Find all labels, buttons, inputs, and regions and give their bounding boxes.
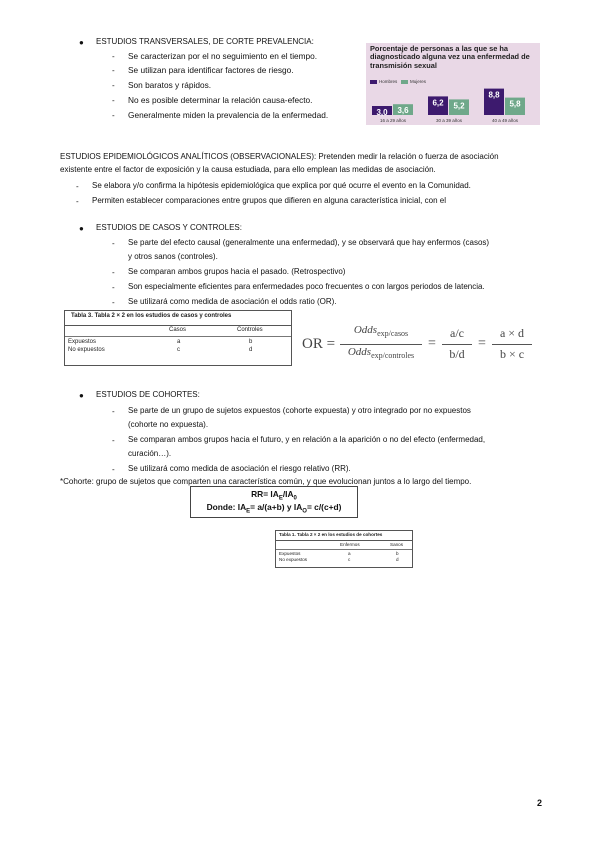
- list-item: Son especialmente eficientes para enfermedades poco frecuentes o con largos periodos de latencia.: [128, 282, 485, 291]
- bullet: ●: [79, 38, 84, 47]
- cohorte-note: *Cohorte: grupo de sujetos que comparten una característica común, y que evolucionan juntos a lo largo del tiempo.: [60, 477, 472, 486]
- section-heading-cohortes: ESTUDIOS DE COHORTES:: [96, 390, 200, 399]
- column-header: Casos: [169, 327, 187, 333]
- dash: -: [112, 81, 115, 90]
- dash: -: [112, 407, 115, 416]
- list-item: Se utilizará como medida de asociación el odds ratio (OR).: [128, 297, 337, 306]
- dash: -: [112, 66, 115, 75]
- list-item: Se comparan ambos grupos hacia el futuro, y en relación a la aparición o no del efecto (enfermedad,: [128, 435, 486, 444]
- legend-label: Mujeres: [410, 79, 427, 84]
- list-item: Se utilizará como medida de asociación el riesgo relativo (RR).: [128, 464, 351, 473]
- rr-formula: $RR= IA_E/IA_0$: [251, 489, 297, 502]
- fraction-bar: [442, 344, 472, 345]
- formula-numerator-3: a × d: [499, 326, 525, 340]
- formula-numerator: Odds$_{exp/casos}$: [353, 324, 409, 339]
- dash: -: [112, 436, 115, 445]
- dash: -: [112, 298, 115, 307]
- column-header: Enfermos: [340, 542, 360, 547]
- formula-denominator: Odds$_{exp/controles}$: [347, 346, 415, 361]
- table-rule: [276, 549, 412, 550]
- cell: a: [177, 339, 181, 345]
- data-label: 5,8: [509, 99, 521, 109]
- cell: a: [348, 551, 351, 556]
- chart-plot: [366, 43, 540, 125]
- bullet: ●: [79, 224, 84, 233]
- dash: -: [112, 52, 115, 61]
- list-item: Se elabora y/o confirma la hipótesis epidemiológica que explica por qué ocurre el evento en la Comunidad.: [92, 181, 471, 190]
- relative-risk-box: [190, 486, 358, 518]
- x-tick-label: 30 a 39 años: [435, 118, 463, 123]
- formula-equals: =: [428, 336, 436, 351]
- table-rule: [65, 325, 291, 326]
- row-label: No expuestos: [279, 557, 308, 562]
- x-tick-label: 40 a 49 años: [491, 118, 519, 123]
- row-label: No expuestos: [68, 347, 105, 353]
- bar-chart: [366, 43, 540, 125]
- list-item: Son baratos y rápidos.: [128, 80, 212, 90]
- data-label: 6,2: [432, 98, 444, 108]
- dash: -: [112, 111, 115, 120]
- formula-denominator-2: b/d: [449, 347, 465, 361]
- list-item: curación…).: [128, 449, 172, 458]
- cell: b: [396, 551, 399, 556]
- odds-ratio-formula: [302, 322, 532, 368]
- cell: c: [177, 347, 180, 353]
- table-title: Tabla 1. Tabla 2 × 2 en los estudios de cohortes: [279, 532, 383, 537]
- dash: -: [112, 96, 115, 105]
- chart-title: Porcentaje de personas a las que se ha diagnosticado alguna vez una enfermedad de transmisión sexual: [370, 44, 530, 70]
- cell: d: [249, 347, 253, 353]
- table-rule: [276, 540, 412, 541]
- table-cohortes: [275, 530, 413, 568]
- data-label: 3,6: [397, 106, 409, 116]
- list-item: y otros sanos (controles).: [128, 252, 218, 261]
- section-heading-casos: ESTUDIOS DE CASOS Y CONTROLES:: [96, 223, 242, 232]
- formula-lhs: OR =: [302, 336, 336, 352]
- fraction-bar: [492, 344, 532, 345]
- x-tick-label: 16 a 29 años: [379, 118, 407, 123]
- row-label: Expuestos: [279, 551, 301, 556]
- section-heading-analiticos-cont: existente entre el factor de exposición y la causa estudiada, para ello emplean las medidas de asociación.: [60, 165, 436, 174]
- table-title: Tabla 3. Tabla 2 × 2 en los estudios de casos y controles: [71, 313, 232, 319]
- list-item: Permiten establecer comparaciones entre grupos que difieren en alguna característica inicial, con el: [92, 196, 446, 205]
- section-heading-transversales: ESTUDIOS TRANSVERSALES, DE CORTE PREVALENCIA:: [96, 37, 314, 46]
- legend-label: Hombres: [379, 79, 398, 84]
- list-item: Se comparan ambos grupos hacia el pasado. (Retrospectivo): [128, 267, 346, 276]
- column-header: Controles: [237, 327, 263, 333]
- list-item: (cohorte no expuesta).: [128, 420, 209, 429]
- list-item: Se caracterizan por el no seguimiento en el tiempo.: [128, 51, 318, 61]
- dash: -: [112, 465, 115, 474]
- fraction-bar: [340, 344, 422, 345]
- list-item: Se parte del efecto causal (generalmente una enfermedad), y se observará que hay enfermos (casos): [128, 238, 490, 247]
- formula-denominator-3: b × c: [499, 347, 525, 361]
- bullet: ●: [79, 391, 84, 400]
- data-label: 3,0: [376, 108, 388, 117]
- dash: -: [112, 283, 115, 292]
- cell: c: [348, 557, 351, 562]
- formula-numerator-2: a/c: [450, 326, 464, 340]
- cell: b: [249, 339, 253, 345]
- rr-definitions: Donde: $IA_E= a/(a+b)$ y $IA_O= c/(c+d)$: [206, 502, 342, 515]
- list-item: Se utilizan para identificar factores de riesgo.: [128, 65, 294, 75]
- data-label: 8,8: [488, 90, 500, 100]
- table-casos-controles: [64, 310, 292, 366]
- dash: -: [112, 239, 115, 248]
- formula-equals: =: [478, 336, 486, 351]
- dash: -: [112, 268, 115, 277]
- cell: d: [396, 557, 399, 562]
- list-item: No es posible determinar la relación causa-efecto.: [128, 95, 313, 105]
- data-label: 5,2: [453, 101, 465, 111]
- row-label: Expuestos: [68, 339, 97, 345]
- list-item: Se parte de un grupo de sujetos expuestos (cohorte expuesta) y otro integrado por no expuestos: [128, 406, 471, 415]
- dash: -: [76, 182, 79, 191]
- list-item: Generalmente miden la prevalencia de la enfermedad.: [128, 110, 329, 120]
- table-rule: [65, 336, 291, 337]
- dash: -: [76, 197, 79, 206]
- column-header: Sanos: [390, 542, 404, 547]
- section-heading-analiticos: ESTUDIOS EPIDEMIOLÓGICOS ANALÍTICOS (OBSERVACIONALES): Pretenden medir la relación o fuerza de asociación: [60, 152, 499, 161]
- page-number: 2: [537, 798, 543, 808]
